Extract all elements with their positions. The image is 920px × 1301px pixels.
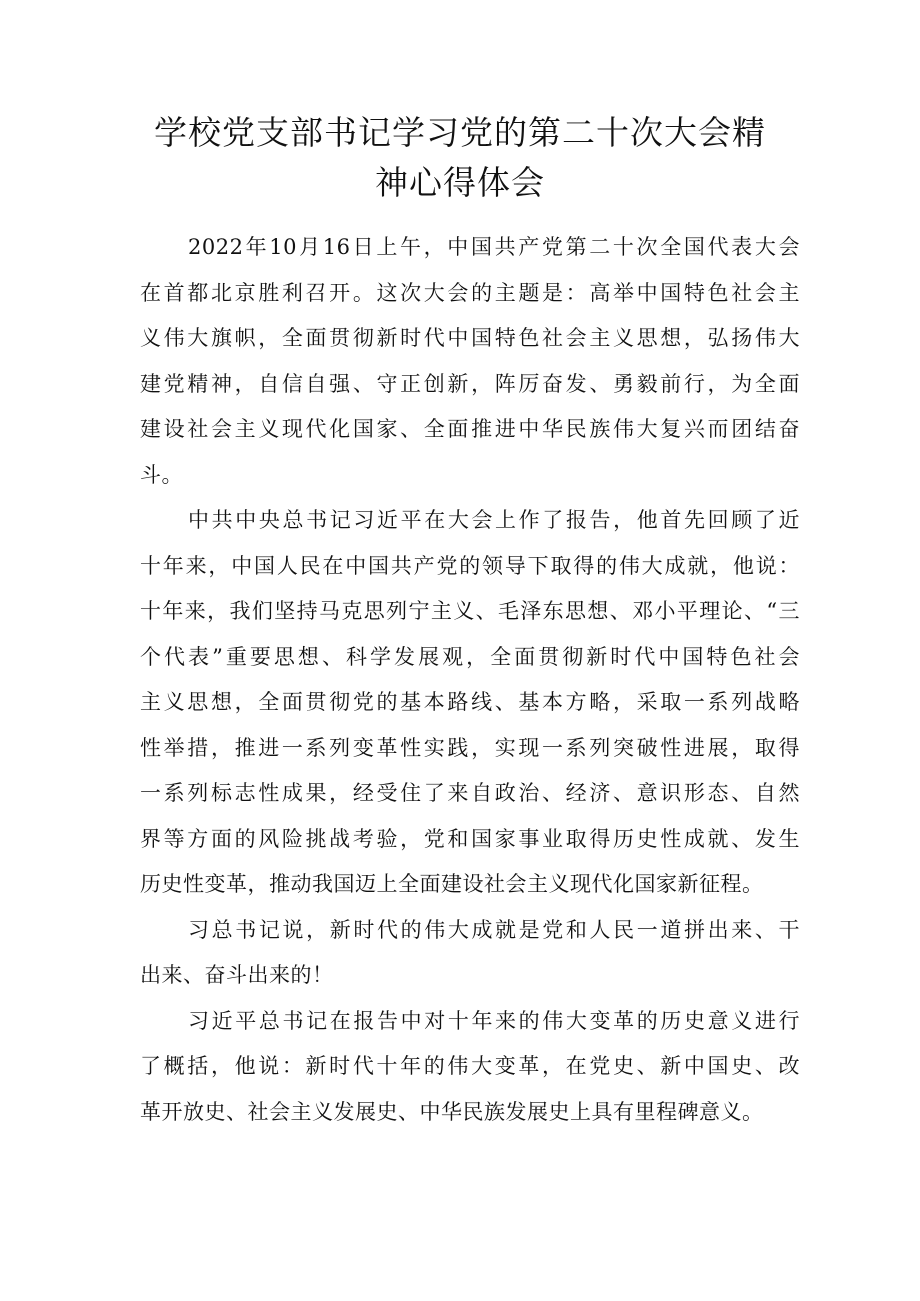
- paragraph-line: 一系列标志性成果，经受住了来自政治、经济、意识形态、自然: [140, 781, 800, 805]
- paragraph-line: 习近平总书记在报告中对十年来的伟大变革的历史意义进行: [188, 1008, 800, 1033]
- paragraph-line: 界等方面的风险挑战考验，党和国家事业取得历史性成就、发生: [140, 826, 800, 851]
- paragraph-line: 建党精神，自信自强、守正创新，阵厉奋发、勇毅前行，为全面: [140, 371, 800, 396]
- paragraph-line: 习总书记说，新时代的伟大成就是党和人民一道拼出来、干: [188, 917, 800, 942]
- paragraph-line: 主义思想，全面贯彻党的基本路线、基本方略，采取一系列战略: [140, 690, 800, 714]
- paragraph-line: 在首都北京胜利召开。这次大会的主题是：高举中国特色社会主: [140, 280, 800, 305]
- paragraph-line: 斗。: [140, 462, 183, 487]
- paragraph-2: [140, 498, 800, 908]
- paragraph-line: 中共中央总书记习近平在大会上作了报告，他首先回顾了近: [188, 508, 800, 532]
- paragraph-line: 个代表”重要思想、科学发展观，全面贯彻新时代中国特色社会: [140, 644, 800, 669]
- paragraph-line: 2022年10月16日上午，中国共产党第二十次全国代表大会: [188, 235, 800, 259]
- paragraph-line: 义伟大旗帜，全面贯彻新时代中国特色社会主义思想，弘扬伟大: [140, 326, 800, 350]
- document-title: [130, 108, 790, 208]
- paragraph-line: 建设社会主义现代化国家、全面推进中华民族伟大复兴而团结奋: [140, 417, 800, 441]
- paragraph-line: 了概括，他说：新时代十年的伟大变革，在党史、新中国史、改: [140, 1054, 800, 1078]
- paragraph-3: [140, 908, 800, 999]
- paragraph-line: 出来、奋斗出来的！: [140, 963, 334, 987]
- paragraph-1: [140, 225, 800, 498]
- paragraph-4: [140, 999, 800, 1136]
- paragraph-line: 历史性变革，推动我国迈上全面建设社会主义现代化国家新征程。: [140, 872, 764, 896]
- paragraph-line: 革开放史、社会主义发展史、中华民族发展史上具有里程碑意义。: [140, 1099, 764, 1124]
- title-line-2: 神心得体会: [375, 163, 545, 202]
- paragraph-line: 十年来，我们坚持马克思列宁主义、毛泽东思想、邓小平理论、“三: [140, 599, 800, 623]
- paragraph-line: 十年来，中国人民在中国共产党的领导下取得的伟大成就，他说：: [140, 553, 800, 578]
- title-line-1: 学校党支部书记学习党的第二十次大会精: [154, 113, 766, 152]
- paragraph-line: 性举措，推进一系列变革性实践，实现一系列突破性进展，取得: [140, 735, 800, 760]
- document-body: [140, 225, 800, 1135]
